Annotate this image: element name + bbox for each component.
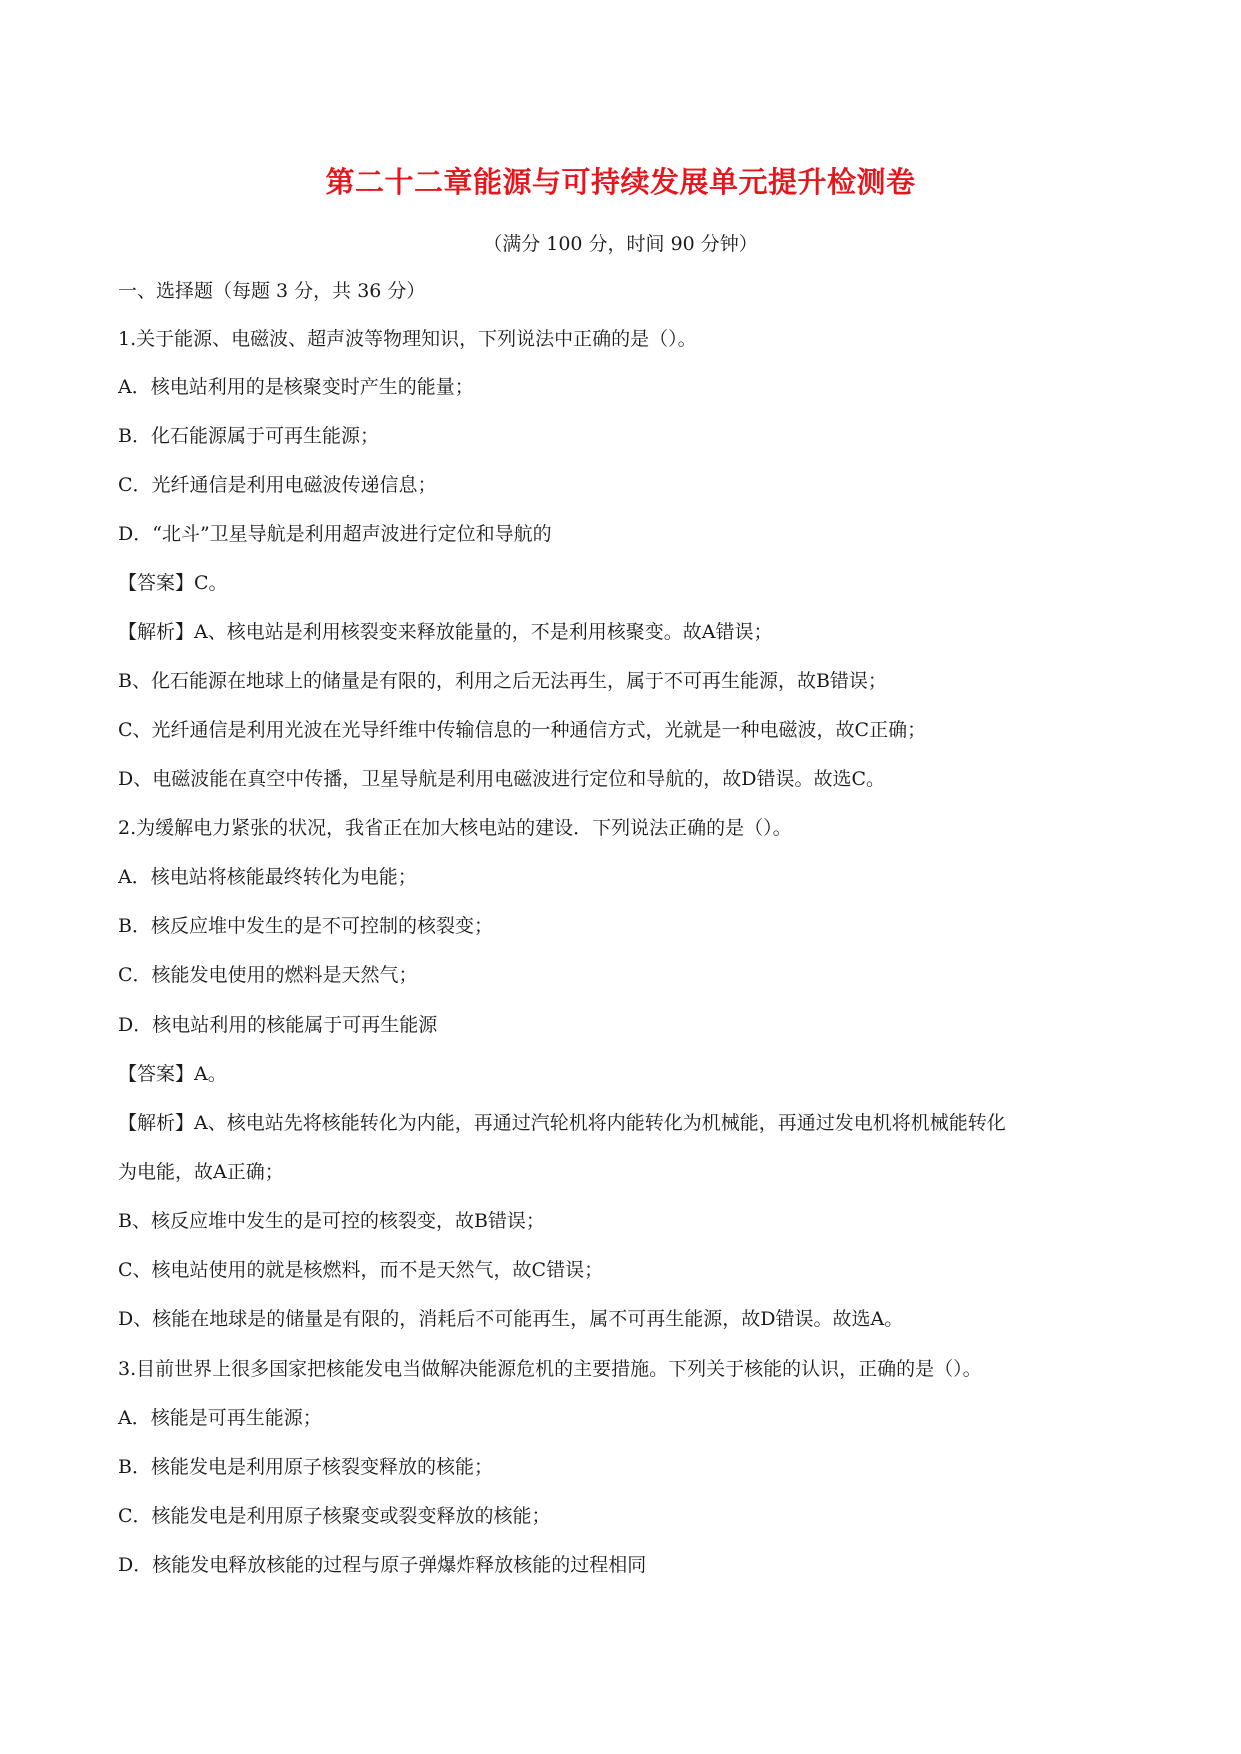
q1-option-c: C．光纤通信是利用电磁波传递信息；	[118, 474, 437, 496]
section-heading: 一、选择题（每题 3 分，共 36 分）	[118, 280, 426, 302]
q2-analysis-c: C、核电站使用的就是核燃料，而不是天然气，故C错误；	[118, 1259, 604, 1281]
q1-option-a: A．核电站利用的是核聚变时产生的能量；	[118, 376, 474, 398]
q2-analysis-cont: 为电能，故A正确；	[118, 1161, 284, 1183]
q2-analysis-b: B、核反应堆中发生的是可控的核裂变，故B错误；	[118, 1210, 545, 1232]
q1-analysis: 【解析】A、核电站是利用核裂变来释放能量的，不是利用核聚变。故A错误；	[118, 621, 773, 643]
q1-analysis-c: C、光纤通信是利用光波在光导纤维中传输信息的一种通信方式，光就是一种电磁波，故C正确；	[118, 719, 927, 741]
q1-analysis-b: B、化石能源在地球上的储量是有限的，利用之后无法再生，属于不可再生能源，故B错误；	[118, 670, 887, 692]
q2-option-c: C．核能发电使用的燃料是天然气；	[118, 964, 418, 986]
page-title: 第二十二章能源与可持续发展单元提升检测卷	[325, 165, 916, 199]
q1-option-b: B．化石能源属于可再生能源；	[118, 425, 379, 447]
q3-option-c: C．核能发电是利用原子核聚变或裂变释放的核能；	[118, 1505, 551, 1527]
question-2: 2.为缓解电力紧张的状况，我省正在加大核电站的建设．下列说法正确的是（）。	[118, 817, 792, 839]
q3-option-d: D．核能发电释放核能的过程与原子弹爆炸释放核能的过程相同	[118, 1554, 647, 1576]
q2-analysis: 【解析】A、核电站先将核能转化为内能，再通过汽轮机将内能转化为机械能，再通过发电机将机械能转化	[118, 1112, 1006, 1134]
q1-option-d: D．“北斗”卫星导航是利用超声波进行定位和导航的	[118, 523, 552, 545]
q1-analysis-d: D、电磁波能在真空中传播，卫星导航是利用电磁波进行定位和导航的，故D错误。故选C。	[118, 768, 886, 790]
q2-answer: 【答案】A。	[118, 1063, 227, 1085]
q3-option-a: A．核能是可再生能源；	[118, 1407, 322, 1429]
q2-option-a: A．核电站将核能最终转化为电能；	[118, 866, 417, 888]
q2-option-d: D．核电站利用的核能属于可再生能源	[118, 1014, 438, 1036]
q2-option-b: B．核反应堆中发生的是不可控制的核裂变；	[118, 915, 493, 937]
question-3: 3.目前世界上很多国家把核能发电当做解决能源危机的主要措施。下列关于核能的认识，正确的是（）。	[118, 1358, 982, 1380]
page-subtitle: （满分 100 分，时间 90 分钟）	[483, 233, 758, 255]
q3-option-b: B．核能发电是利用原子核裂变释放的核能；	[118, 1456, 493, 1478]
q1-answer: 【答案】C。	[118, 572, 228, 594]
question-1: 1.关于能源、电磁波、超声波等物理知识，下列说法中正确的是（）。	[118, 328, 697, 350]
q2-analysis-d: D、核能在地球是的储量是有限的，消耗后不可能再生，属不可再生能源，故D错误。故选A。	[118, 1308, 904, 1330]
